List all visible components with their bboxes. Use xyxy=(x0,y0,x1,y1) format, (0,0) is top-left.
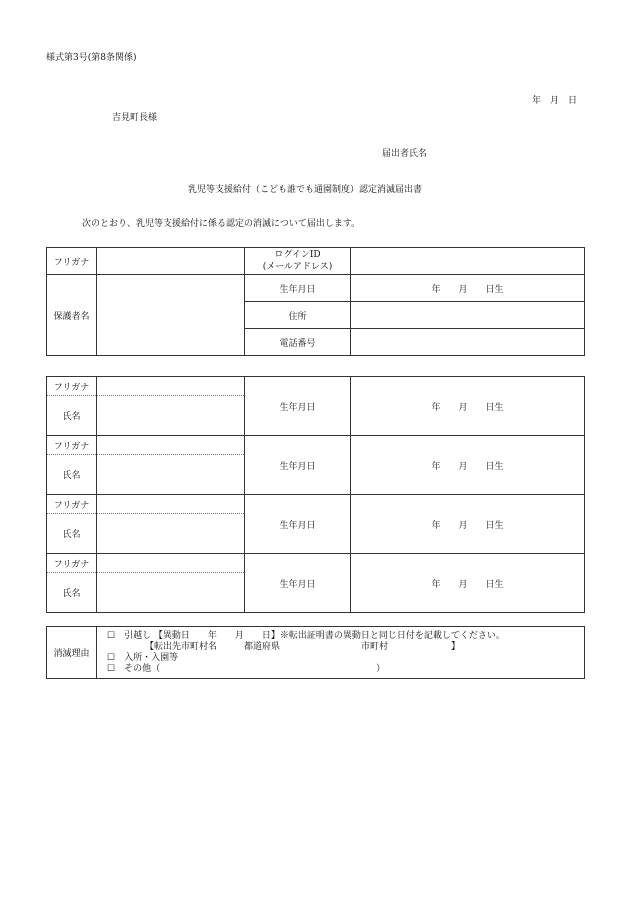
child-name-field[interactable] xyxy=(97,396,245,436)
intro-text: 次のとおり、乳児等支援給付に係る認定の消滅について届出します。 xyxy=(82,219,361,229)
form-number: 様式第3号(第8条関係) xyxy=(46,53,137,63)
child-furigana-label: フリガナ xyxy=(47,377,97,396)
guardian-name-label: 保護者名 xyxy=(47,275,97,356)
child-birthdate-field[interactable]: 年 月 日生 xyxy=(351,495,585,554)
child-furigana-label: フリガナ xyxy=(47,495,97,514)
guardian-birthdate-label: 生年月日 xyxy=(245,275,351,302)
child-furigana-label: フリガナ xyxy=(47,554,97,573)
child-birthdate-label: 生年月日 xyxy=(245,377,351,436)
child-name-field[interactable] xyxy=(97,514,245,554)
child-birthdate-field[interactable]: 年 月 日生 xyxy=(351,436,585,495)
child-furigana-field[interactable] xyxy=(97,377,245,396)
address-label: 住所 xyxy=(245,302,351,329)
child-furigana-field[interactable] xyxy=(97,495,245,514)
reason-other-option[interactable]: ☐ その他（ ） xyxy=(107,663,386,674)
child-birthdate-field[interactable]: 年 月 日生 xyxy=(351,377,585,436)
login-id-field[interactable] xyxy=(351,248,585,275)
submission-date: 年 月 日 xyxy=(532,96,578,106)
child-furigana-field[interactable] xyxy=(97,436,245,455)
child-birthdate-field[interactable]: 年 月 日生 xyxy=(351,554,585,613)
children-table xyxy=(46,376,585,613)
reason-options xyxy=(97,627,585,679)
reason-table xyxy=(46,626,585,679)
login-id-label xyxy=(245,248,351,275)
child-name-label: 氏名 xyxy=(47,396,97,436)
reason-label: 消滅理由 xyxy=(47,627,97,679)
addressee: 吉見町長様 xyxy=(112,113,158,123)
document-title: 乳児等支援給付（こども誰でも通園制度）認定消滅届出書 xyxy=(188,185,423,195)
reason-moving-destination: 【転出先市町村名 都道府県 市町村 】 xyxy=(145,641,461,652)
child-birthdate-label: 生年月日 xyxy=(245,554,351,613)
login-id-label-line2: (メールアドレス) xyxy=(262,262,333,272)
login-id-label-line1: ログインID xyxy=(274,250,321,260)
child-furigana-label: フリガナ xyxy=(47,436,97,455)
guardian-table xyxy=(46,247,585,356)
reason-enrollment-option[interactable]: ☐ 入所・入園等 xyxy=(107,652,179,663)
child-name-field[interactable] xyxy=(97,573,245,613)
address-field[interactable] xyxy=(351,302,585,329)
guardian-name-field[interactable] xyxy=(97,275,245,356)
phone-field[interactable] xyxy=(351,329,585,356)
guardian-furigana-label: フリガナ xyxy=(47,248,97,275)
applicant-name-label: 届出者氏名 xyxy=(382,149,428,159)
phone-label: 電話番号 xyxy=(245,329,351,356)
child-name-label: 氏名 xyxy=(47,514,97,554)
child-name-field[interactable] xyxy=(97,455,245,495)
child-name-label: 氏名 xyxy=(47,573,97,613)
reason-moving-option[interactable]: ☐ 引越し 【異動日 年 月 日】※転出証明書の異動日と同じ日付を記載してください。 xyxy=(107,630,505,641)
child-furigana-field[interactable] xyxy=(97,554,245,573)
child-name-label: 氏名 xyxy=(47,455,97,495)
guardian-birthdate-field[interactable]: 年 月 日生 xyxy=(351,275,585,302)
guardian-furigana-field[interactable] xyxy=(97,248,245,275)
child-birthdate-label: 生年月日 xyxy=(245,495,351,554)
child-birthdate-label: 生年月日 xyxy=(245,436,351,495)
